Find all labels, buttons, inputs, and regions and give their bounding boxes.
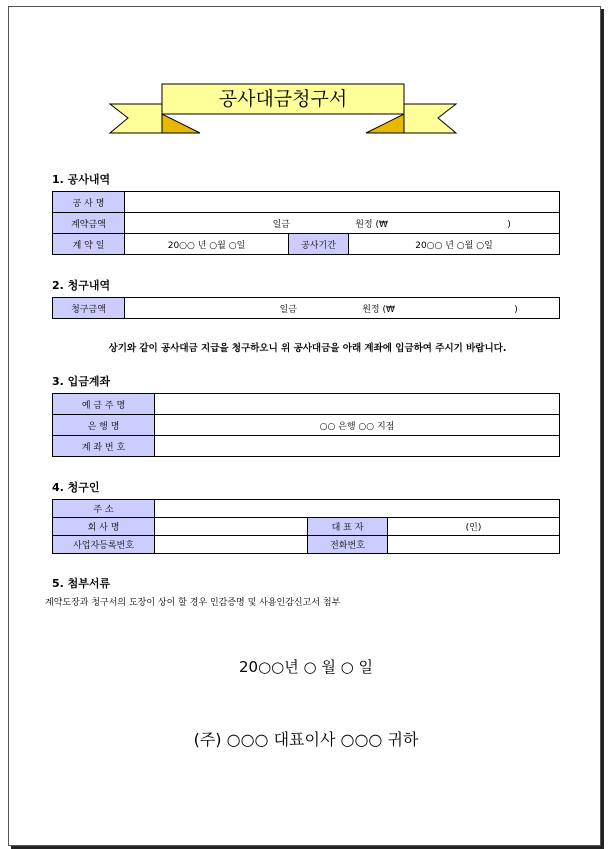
claim-amount-field[interactable] xyxy=(125,298,560,319)
claim-amount-suffix: 원정 (₩ xyxy=(362,304,395,315)
project-details-table xyxy=(52,191,560,255)
bank-account-table xyxy=(52,393,560,457)
representative-label: 대 표 자 xyxy=(308,518,388,536)
address-field[interactable] xyxy=(155,500,560,518)
project-name-label: 공 사 명 xyxy=(53,192,125,213)
bank-name-field[interactable]: ○○ 은행 ○○ 지점 xyxy=(155,415,560,436)
claim-amount-close: ) xyxy=(514,304,518,315)
business-number-label: 사업자등록번호 xyxy=(53,536,155,554)
contract-amount-suffix: 원정 (₩ xyxy=(355,219,388,230)
account-number-label: 계 좌 번 호 xyxy=(53,436,155,457)
claim-amount-label: 청구금액 xyxy=(53,298,125,319)
depositor-field[interactable] xyxy=(155,394,560,415)
request-notice: 상기와 같이 공사대금 지급을 청구하오니 위 공사대금을 아래 계좌에 입금하여 주시기 바랍니다. xyxy=(108,343,507,354)
business-number-field[interactable] xyxy=(155,536,308,554)
contract-amount-close: ) xyxy=(507,219,511,230)
company-name-field[interactable] xyxy=(155,518,308,536)
contract-date-label: 계 약 일 xyxy=(53,234,125,255)
bank-name-label: 은 행 명 xyxy=(53,415,155,436)
depositor-label: 예 금 주 명 xyxy=(53,394,155,415)
date-line: 20○○년 ○ 월 ○ 일 xyxy=(239,658,373,676)
document-title: 공사대금청구서 xyxy=(218,88,348,110)
claimant-table xyxy=(52,499,560,554)
contract-amount-prefix: 일금 xyxy=(272,219,290,230)
phone-field[interactable] xyxy=(388,536,560,554)
section2-heading: 2. 청구내역 xyxy=(52,279,111,292)
construction-period-field[interactable]: 20○○ 년 ○월 ○일 xyxy=(349,234,560,255)
claim-details-table xyxy=(52,297,560,319)
contract-amount-label: 계약금액 xyxy=(53,213,125,234)
project-name-field[interactable] xyxy=(125,192,560,213)
company-name-label: 회 사 명 xyxy=(53,518,155,536)
attachment-note: 계약도장과 청구서의 도장이 상이 할 경우 인감증명 및 사용인감신고서 첨부 xyxy=(45,598,341,608)
account-number-field[interactable] xyxy=(155,436,560,457)
addressee-line: (주) ○○○ 대표이사 ○○○ 귀하 xyxy=(193,730,419,749)
contract-date-field[interactable]: 20○○ 년 ○월 ○일 xyxy=(125,234,289,255)
section3-heading: 3. 입금계좌 xyxy=(52,375,111,388)
section4-heading: 4. 청구인 xyxy=(52,481,100,494)
section5-heading: 5. 첨부서류 xyxy=(52,577,111,590)
title-ribbon xyxy=(100,78,466,142)
representative-field[interactable]: (인) xyxy=(388,518,560,536)
phone-label: 전화번호 xyxy=(308,536,388,554)
section1-heading: 1. 공사내역 xyxy=(52,173,111,186)
contract-amount-field[interactable] xyxy=(125,213,560,234)
construction-period-label: 공사기간 xyxy=(289,234,349,255)
claim-amount-prefix: 일금 xyxy=(279,304,297,315)
address-label: 주 소 xyxy=(53,500,155,518)
